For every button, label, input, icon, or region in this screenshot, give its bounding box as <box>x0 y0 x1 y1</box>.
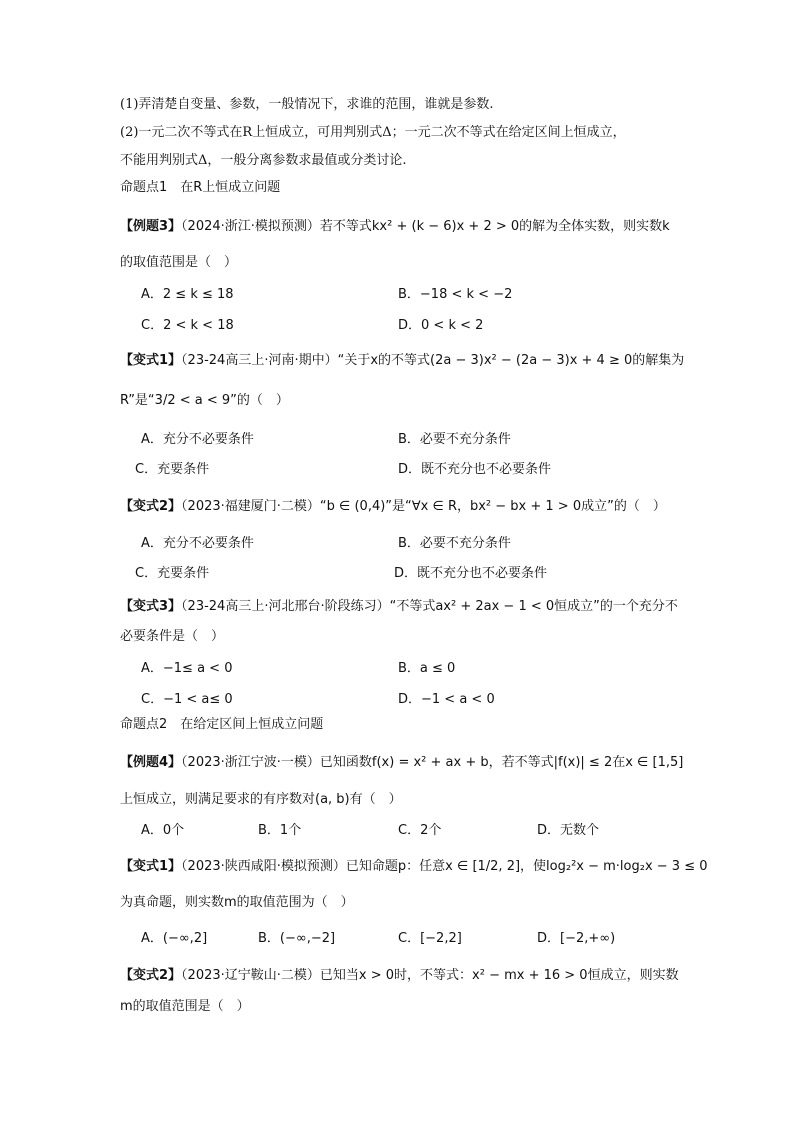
option-b[interactable]: B．−18 < k < −2 <box>398 287 513 302</box>
option-d[interactable]: D．0 < k < 2 <box>398 318 484 333</box>
example-4-stem <box>120 754 683 772</box>
stem-text: “b ∈ (0,4)”是“∀x ∈ R，bx² − bx + 1 > 0成立”的（ ） <box>319 499 666 514</box>
variant-tag: 【变式1】 <box>120 353 182 368</box>
variant-3-stem <box>120 598 678 616</box>
option-a[interactable]: A．2 ≤ k ≤ 18 <box>141 287 234 302</box>
source: （23-24高三上·河南·期中） <box>181 353 338 368</box>
stem-line: 上恒成立，则满足要求的有序数对(a, b)有（ ） <box>120 792 402 807</box>
option-c[interactable]: C．充要条件 <box>135 566 210 581</box>
variant-2-stem <box>120 498 666 516</box>
source: （23-24高三上·河北邢台·阶段练习） <box>181 599 390 614</box>
option-d[interactable]: D．[−2,+∞) <box>537 931 616 946</box>
option-b[interactable]: B．a ≤ 0 <box>398 661 456 676</box>
stem-text: 若不等式kx² + (k − 6)x + 2 > 0的解为全体实数，则实数k <box>319 219 670 234</box>
stem-line: 为真命题，则实数m的取值范围为（ ） <box>120 895 354 910</box>
option-a[interactable]: A．(−∞,2] <box>141 931 208 946</box>
option-b[interactable]: B．必要不充分条件 <box>398 536 511 551</box>
note-1: (1)弄清楚自变量、参数，一般情况下，求谁的范围，谁就是参数. <box>120 97 494 112</box>
source: （2023·陕西咸阳·模拟预测） <box>181 859 346 874</box>
option-c[interactable]: C．2个 <box>398 823 442 838</box>
option-d[interactable]: D．无数个 <box>537 823 600 838</box>
variant-2-topic-2-stem <box>120 967 679 985</box>
heading-topic-1: 命题点1 在R上恒成立问题 <box>120 180 281 195</box>
option-a[interactable]: A．−1≤ a < 0 <box>141 661 233 676</box>
note-2: (2)一元二次不等式在R上恒成立，可用判别式Δ；一元二次不等式在给定区间上恒成立， <box>120 125 626 140</box>
variant-tag: 【变式2】 <box>120 499 182 514</box>
option-a[interactable]: A．充分不必要条件 <box>141 432 254 447</box>
option-d[interactable]: D．既不充分也不必要条件 <box>398 462 552 477</box>
stem-line: R”是“3/2 < a < 9”的（ ） <box>120 393 289 408</box>
source: （2023·辽宁鞍山·二模） <box>181 968 320 983</box>
stem-text: “不等式ax² + 2ax − 1 < 0恒成立”的一个充分不 <box>389 599 678 614</box>
option-c[interactable]: C．−1 < a≤ 0 <box>141 692 233 707</box>
stem-text: “关于x的不等式(2a − 3)x² − (2a − 3)x + 4 ≥ 0的解集为 <box>337 353 685 368</box>
option-b[interactable]: B．1个 <box>258 823 302 838</box>
option-b[interactable]: B．必要不充分条件 <box>398 432 511 447</box>
stem-line: 必要条件是（ ） <box>120 629 225 644</box>
option-c[interactable]: C．2 < k < 18 <box>141 318 234 333</box>
stem-text: 已知命题p：任意x ∈ [1/2, 2]，使log₂²x − m·log₂x − 3 ≤ 0 <box>345 859 708 874</box>
stem-text: 已知函数f(x) = x² + ax + b，若不等式|f(x)| ≤ 2在x ∈ [1,5] <box>319 755 684 770</box>
example-tag: 【例题4】 <box>120 755 182 770</box>
option-a[interactable]: A．充分不必要条件 <box>141 536 254 551</box>
option-c[interactable]: C．充要条件 <box>135 462 210 477</box>
stem-line: 的取值范围是（ ） <box>120 255 238 270</box>
note-3: 不能用判别式Δ，一般分离参数求最值或分类讨论. <box>120 153 407 168</box>
variant-tag: 【变式3】 <box>120 599 182 614</box>
option-a[interactable]: A．0个 <box>141 823 185 838</box>
option-b[interactable]: B．(−∞,−2] <box>258 931 336 946</box>
source: （2024·浙江·模拟预测） <box>181 219 320 234</box>
stem-line: m的取值范围是（ ） <box>120 999 250 1014</box>
stem-text: 已知当x > 0时，不等式：x² − mx + 16 > 0恒成立，则实数 <box>319 968 679 983</box>
variant-tag: 【变式1】 <box>120 859 182 874</box>
variant-1-stem <box>120 352 684 370</box>
example-3-stem <box>120 218 670 236</box>
heading-topic-2: 命题点2 在给定区间上恒成立问题 <box>120 717 324 732</box>
option-d[interactable]: D．−1 < a < 0 <box>398 692 495 707</box>
option-d[interactable]: D．既不充分也不必要条件 <box>394 566 548 581</box>
example-tag: 【例题3】 <box>120 219 182 234</box>
source: （2023·浙江宁波·一模） <box>181 755 320 770</box>
option-c[interactable]: C．[−2,2] <box>398 931 462 946</box>
source: （2023·福建厦门·二模） <box>181 499 320 514</box>
variant-1-topic-2-stem <box>120 858 708 876</box>
variant-tag: 【变式2】 <box>120 968 182 983</box>
